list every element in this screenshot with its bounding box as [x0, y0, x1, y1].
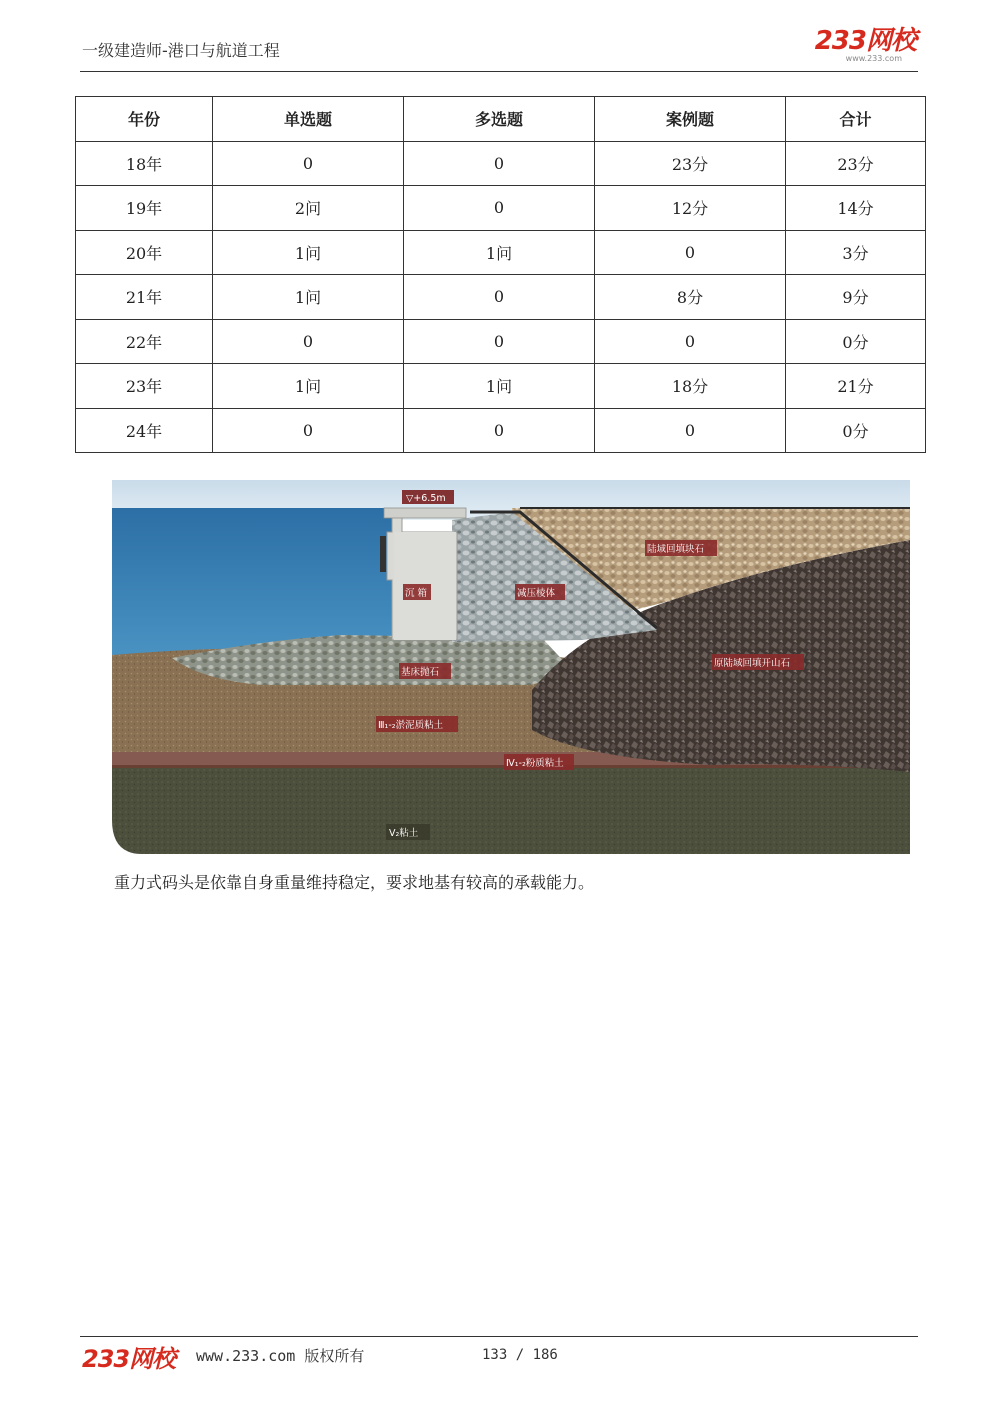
table-cell: 0 [595, 230, 786, 275]
brand-logo [815, 28, 916, 63]
table-cell: 8分 [595, 275, 786, 320]
brand-logo-url: www.233.com [845, 54, 902, 63]
table-cell: 23分 [595, 141, 786, 186]
column-header: 合计 [786, 97, 926, 142]
table-cell: 24年 [76, 408, 213, 453]
figure-caption: 重力式码头是依靠自身重量维持稳定，要求地基有较高的承载能力。 [114, 873, 595, 892]
table-cell: 3分 [786, 230, 926, 275]
header-divider [80, 71, 918, 72]
table-cell: 23分 [786, 141, 926, 186]
document-header-title: 一级建造师-港口与航道工程 [82, 41, 280, 60]
table-cell: 0 [213, 141, 404, 186]
table-cell: 1问 [213, 230, 404, 275]
column-header: 多选题 [404, 97, 595, 142]
label-land-fill-block: 陆域回填块石 [647, 544, 705, 555]
table-cell: 0 [404, 186, 595, 231]
table-cell: 0 [404, 319, 595, 364]
label-elevation-top: ▽+6.5m [406, 493, 446, 504]
table-header-row [76, 97, 926, 142]
table-cell: 22年 [76, 319, 213, 364]
table-row [76, 230, 926, 275]
table-cell: 21分 [786, 364, 926, 409]
table-cell: 23年 [76, 364, 213, 409]
label-relief-prism: 减压棱体 [517, 588, 556, 599]
table-cell: 1问 [404, 364, 595, 409]
table-row [76, 319, 926, 364]
table-row [76, 408, 926, 453]
table-row [76, 275, 926, 320]
table-cell: 1问 [213, 364, 404, 409]
label-silty-clay-2: Ⅳ₁-₂粉质粘土 [506, 758, 564, 769]
table-row [76, 141, 926, 186]
table-cell: 0 [595, 408, 786, 453]
table-cell: 9分 [786, 275, 926, 320]
table-cell: 0 [404, 141, 595, 186]
table-cell: 0 [595, 319, 786, 364]
label-caisson: 沉 箱 [405, 588, 428, 599]
table-cell: 0分 [786, 319, 926, 364]
footer-copyright: www.233.com 版权所有 [196, 1347, 365, 1365]
score-table [75, 96, 926, 453]
footer-logo: 233网校 [82, 1345, 176, 1373]
table-row [76, 364, 926, 409]
page-number: 133 / 186 [482, 1347, 558, 1363]
table-cell: 14分 [786, 186, 926, 231]
column-header: 案例题 [595, 97, 786, 142]
table-cell: 0 [213, 319, 404, 364]
table-cell: 20年 [76, 230, 213, 275]
brand-logo-text: 233网校 [814, 26, 916, 56]
fender [380, 536, 386, 572]
column-header: 单选题 [213, 97, 404, 142]
table-cell: 2问 [213, 186, 404, 231]
table-cell: 1问 [213, 275, 404, 320]
clay-layer-v2 [112, 765, 910, 854]
label-bed-riprap: 基床抛石 [401, 667, 440, 678]
label-land-fill-quarry: 原陆域回填开山石 [714, 658, 791, 669]
table-cell: 18分 [595, 364, 786, 409]
capping-beam [384, 508, 466, 518]
table-cell: 0 [213, 408, 404, 453]
table-row [76, 186, 926, 231]
label-silty-clay: Ⅲ₁-₂淤泥质粘土 [378, 720, 444, 731]
table-cell: 19年 [76, 186, 213, 231]
table-cell: 1问 [404, 230, 595, 275]
table-cell: 21年 [76, 275, 213, 320]
table-cell: 0 [404, 275, 595, 320]
label-clay: Ⅴ₂粘土 [389, 828, 419, 839]
gravity-wharf-cross-section-figure [112, 480, 910, 854]
column-header: 年份 [76, 97, 213, 142]
table-cell: 18年 [76, 141, 213, 186]
table-cell: 12分 [595, 186, 786, 231]
table-cell: 0分 [786, 408, 926, 453]
footer-divider [80, 1336, 918, 1337]
table-cell: 0 [404, 408, 595, 453]
